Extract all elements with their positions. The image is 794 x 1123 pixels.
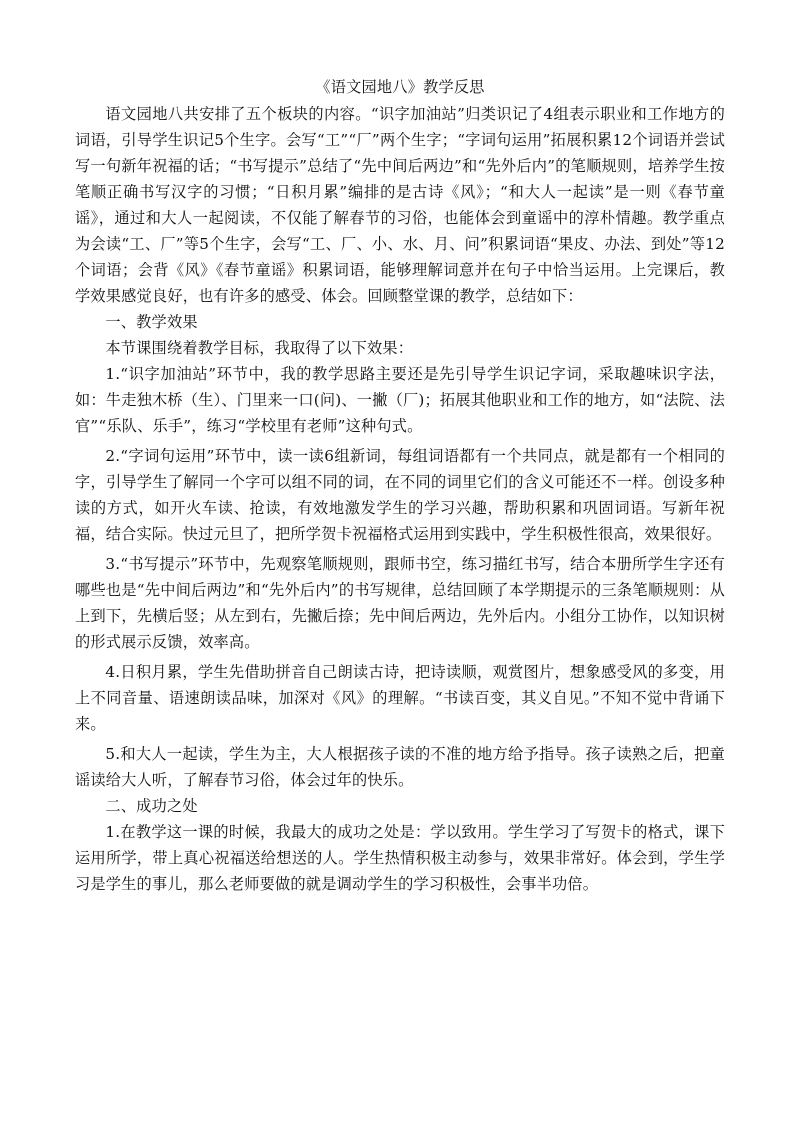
list-item-daily-accumulation: 4.日积月累，学生先借助拼音自己朗读古诗，把诗读顺，观赏图片，想象感受风的多变，用上不同音量、语速朗读品味，加深对《风》的理解。“书读百变，其义自见。”不知不觉中背诵下来。 xyxy=(75,663,725,733)
section-lead-paragraph: 本节课围绕着教学目标，我取得了以下效果： xyxy=(105,339,414,357)
intro-paragraph: 语文园地八共安排了五个板块的内容。“识字加油站”归类识记了4组表示职业和工作地方的词语，引导学生识记5个生字。会写“工”“厂”两个生字；“字词句运用”拓展积累12个词语并尝试写一句新年祝福的话；“书写提示”总结了“先中间后两边”和“先外后内”的笔顺规则，培养学生按笔顺正确书写汉字的习惯；“日积月累”编排的是古诗《风》；“和大人一起读”是一则《春节童谣》，通过和大人一起阅读，不仅能了解春节的习俗，也能体会到童谣中的淳朴情趣。教学重点为会读“工、厂”等5个生字，会写“工、厂、小、水、月、问”积累词语“果皮、办法、到处”等12个词语；会背《风》《春节童谣》积累词语，能够理解词意并在句子中恰当运用。上完课后，教学效果感觉良好，也有许多的感受、体会。回顾整堂课的教学，总结如下： xyxy=(75,105,725,305)
document-title: 《语文园地八》教学反思 xyxy=(315,78,485,96)
list-item-literacy: 1.“识字加油站”环节中，我的教学思路主要还是先引导学生识记字词，采取趣味识字法，如：牛走独木桥（生）、门里来一口(问)、一撇（厂)；拓展其他职业和工作的地方，如“法院、法官”“乐队、乐手”，练习“学校里有老师”这种句式。 xyxy=(75,365,725,435)
list-item-read-with-adults: 5.和大人一起读，学生为主，大人根据孩子读的不准的地方给予指导。孩子读熟之后，把童谣读给大人听，了解春节习俗，体会过年的快乐。 xyxy=(75,745,725,789)
list-item-word-usage: 2.“字词句运用”环节中，读一读6组新词，每组词语都有一个共同点，就是都有一个相同的字，引导学生了解同一个字可以组不同的词，在不同的词里它们的含义可能还不一样。创设多种读的方式，如开火车读、抢读，有效地激发学生的学习兴趣，帮助积累和巩固词语。写新年祝福，结合实际。快过元旦了，把所学贺卡祝福格式运用到实践中，学生积极性很高，效果很好。 xyxy=(75,447,725,543)
section-heading-teaching-effect: 一、教学效果 xyxy=(105,313,198,331)
success-paragraph: 1.在教学这一课的时候，我最大的成功之处是：学以致用。学生学习了写贺卡的格式，课下运用所学，带上真心祝福送给想送的人。学生热情积极主动参与，效果非常好。体会到，学生学习是学生的事儿，那么老师要做的就是调动学生的学习积极性，会事半功倍。 xyxy=(75,823,725,893)
document-body xyxy=(75,76,725,897)
list-item-writing-tips: 3.“书写提示”环节中，先观察笔顺规则，跟师书空，练习描红书写，结合本册所学生字还有哪些也是“先中间后两边”和“先外后内”的书写规律，总结回顾了本学期提示的三条笔顺规则：从上到下，先横后竖；从左到右，先撇后捺；先中间后两边，先外后内。小组分工协作，以知识树的形式展示反馈，效率高。 xyxy=(75,555,725,651)
section-heading-success: 二、成功之处 xyxy=(105,797,198,815)
